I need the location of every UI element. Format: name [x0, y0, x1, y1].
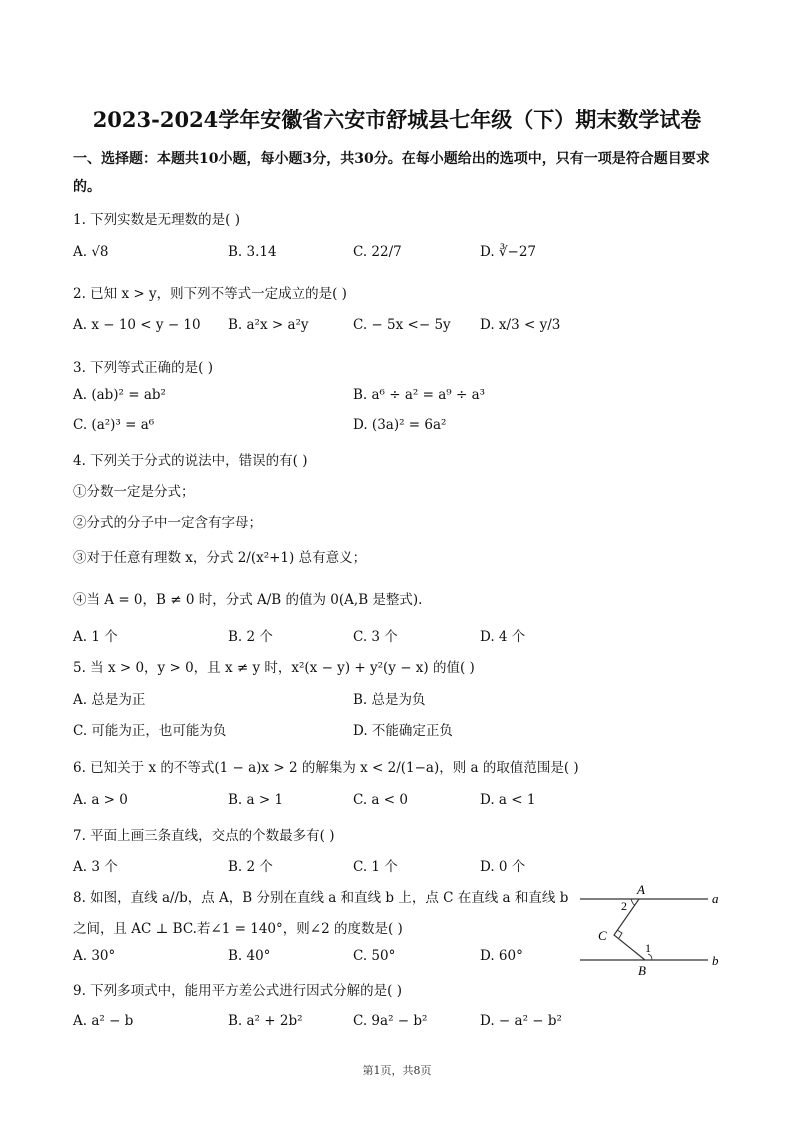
q6-option-a: A. a > 0: [73, 792, 128, 808]
q7-option-c: C. 1 个: [353, 859, 398, 875]
q5-option-a: A. 总是为正: [73, 692, 146, 708]
q6-option-b: B. a > 1: [228, 792, 284, 808]
q4-option-b: B. 2 个: [228, 629, 273, 645]
q4-statement-2: ②分式的分子中一定含有字母；: [73, 515, 262, 531]
section-heading-line2: 的。: [73, 179, 101, 195]
label-B: B: [638, 963, 646, 978]
q2-option-d: D. x/3 < y/3: [480, 317, 561, 333]
page-footer: 第1页，共8页: [362, 1064, 432, 1077]
q5-option-d: D. 不能确定正负: [353, 723, 453, 739]
exam-title: 2023-2024学年安徽省六安市舒城县七年级（下）期末数学试卷: [92, 107, 702, 132]
q9-option-a: A. a² − b: [73, 1013, 134, 1029]
q2-option-b: B. a²x > a²y: [228, 317, 309, 333]
label-angle-1: 1: [645, 941, 651, 955]
q2-option-a: A. x − 10 < y − 10: [73, 317, 201, 333]
q9-option-d: D. − a² − b²: [480, 1013, 562, 1029]
segments-ac-cb: [614, 899, 645, 960]
q3-option-d: D. (3a)² = 6a²: [353, 417, 447, 433]
q8-option-a: A. 30°: [73, 948, 116, 964]
q4-statement-3: ③对于任意有理数 x，分式 2/(x²+1) 总有意义；: [73, 550, 367, 566]
q1-option-a: A. √8: [73, 244, 109, 260]
q7-option-b: B. 2 个: [228, 859, 273, 875]
q1-option-c: C. 22/7: [353, 244, 402, 260]
q1-option-d: D. ∛−27: [480, 244, 537, 260]
question-1-stem: 1. 下列实数是无理数的是( ): [73, 212, 240, 228]
q4-option-d: D. 4 个: [480, 629, 526, 645]
label-line-a: a: [712, 891, 719, 906]
q4-option-c: C. 3 个: [353, 629, 398, 645]
q7-option-d: D. 0 个: [480, 859, 526, 875]
section-heading-line1: 一、选择题：本题共10小题，每小题3分，共30分。在每小题给出的选项中，只有一项是符合题目要求: [73, 151, 710, 167]
question-9-stem: 9. 下列多项式中，能用平方差公式进行因式分解的是( ): [73, 983, 402, 999]
question-4-stem: 4. 下列关于分式的说法中，错误的有( ): [73, 453, 308, 469]
label-A: A: [637, 882, 645, 897]
q3-option-b: B. a⁶ ÷ a² = a⁹ ÷ a³: [353, 387, 486, 403]
q2-option-c: C. − 5x <− 5y: [353, 317, 451, 333]
q6-option-c: C. a < 0: [353, 792, 408, 808]
q4-statement-1: ①分数一定是分式；: [73, 484, 195, 500]
q4-statement-4: ④当 A = 0，B ≠ 0 时，分式 A/B 的值为 0(A,B 是整式).: [73, 592, 423, 608]
question-5-stem: 5. 当 x > 0，y > 0，且 x ≠ y 时，x²(x − y) + y²(y − x) 的值( ): [73, 660, 475, 676]
q3-option-a: A. (ab)² = ab²: [73, 387, 166, 403]
q5-option-b: B. 总是为负: [353, 692, 426, 708]
q8-option-d: D. 60°: [480, 948, 523, 964]
question-3-stem: 3. 下列等式正确的是( ): [73, 360, 213, 376]
label-line-b: b: [712, 953, 719, 968]
question-2-stem: 2. 已知 x > y，则下列不等式一定成立的是( ): [73, 286, 347, 302]
q1-option-b: B. 3.14: [228, 244, 277, 260]
angle-2-arc: [631, 899, 635, 905]
label-C: C: [598, 928, 607, 943]
q3-option-c: C. (a²)³ = a⁶: [73, 417, 155, 433]
q5-option-c: C. 可能为正，也可能为负: [73, 723, 227, 739]
label-angle-2: 2: [621, 899, 627, 913]
q8-option-b: B. 40°: [228, 948, 271, 964]
q6-option-d: D. a < 1: [480, 792, 536, 808]
q9-option-c: C. 9a² − b²: [353, 1013, 428, 1029]
q8-option-c: C. 50°: [353, 948, 396, 964]
question-8-stem-line2: 之间，且 AC ⊥ BC.若∠1 = 140°，则∠2 的度数是( ): [73, 921, 403, 937]
question-6-stem: 6. 已知关于 x 的不等式(1 − a)x > 2 的解集为 x < 2/(1−a)，则 a 的取值范围是( ): [73, 760, 579, 776]
question-8-stem: 8. 如图，直线 a//b，点 A，B 分别在直线 a 和直线 b 上，点 C 在直线 a 和直线 b: [73, 890, 569, 906]
q4-option-a: A. 1 个: [73, 629, 118, 645]
question-7-stem: 7. 平面上画三条直线，交点的个数最多有( ): [73, 828, 335, 844]
q9-option-b: B. a² + 2b²: [228, 1013, 303, 1029]
right-angle-mark: [617, 930, 622, 938]
q7-option-a: A. 3 个: [73, 859, 118, 875]
q8-geometry-figure: [576, 878, 726, 978]
